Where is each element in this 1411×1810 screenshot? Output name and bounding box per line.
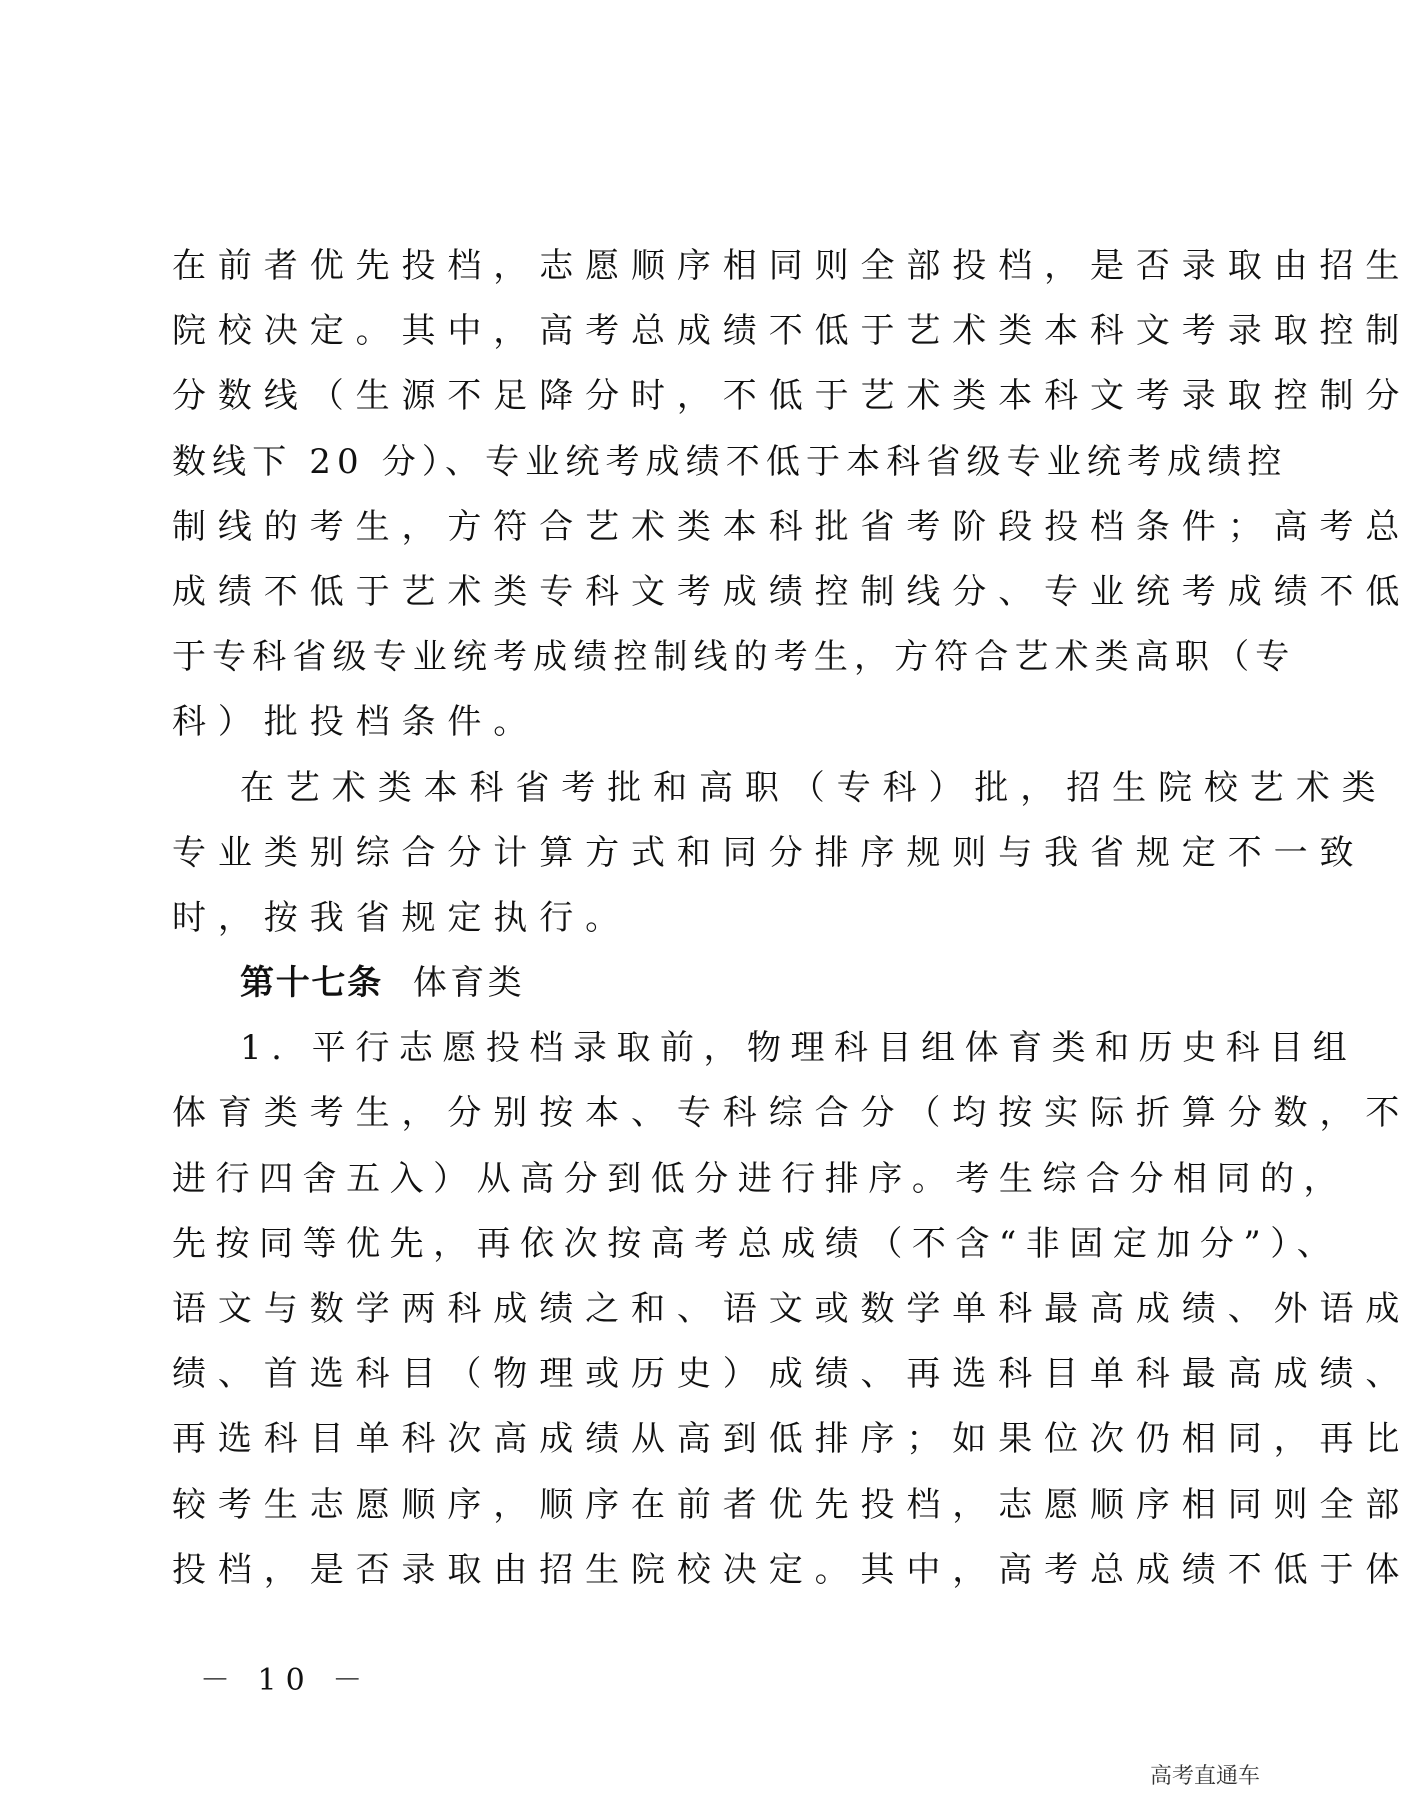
- text-line: 专业类别综合分计算方式和同分排序规则与我省规定不一致: [172, 832, 1366, 873]
- text-line: 先按同等优先，再依次按高考总成绩（不含“非固定加分”）、: [172, 1223, 1341, 1264]
- article-heading: [172, 951, 1092, 1016]
- text-line: 制线的考生，方符合艺术类本科批省考阶段投档条件；高考总: [172, 506, 1411, 547]
- text-line: 成绩不低于艺术类专科文考成绩控制线分、专业统考成绩不低: [172, 571, 1411, 612]
- text-line: 语文与数学两科成绩之和、语文或数学单科最高成绩、外语成: [172, 1289, 1411, 1329]
- text-line: 于专科省级专业统考成绩控制线的考生，方符合艺术类高职（专: [172, 637, 1296, 678]
- text-line: 再选科目单科次高成绩从高到低排序；如果位次仍相同，再比: [172, 1419, 1411, 1460]
- text-line: 院校决定。其中，高考总成绩不低于艺术类本科文考录取控制: [172, 311, 1411, 352]
- article-number: 第十七条: [240, 963, 383, 1004]
- text-line: 较考生志愿顺序，顺序在前者优先投档，志愿顺序相同则全部: [172, 1484, 1411, 1525]
- text-line: 体育类考生，分别按本、专科综合分（均按实际折算分数，不: [172, 1093, 1411, 1134]
- text-line: 进行四舍五入）从高分到低分进行排序。考生综合分相同的，: [172, 1158, 1348, 1199]
- article-title: 体育类: [412, 963, 526, 1004]
- text-line: 在前者优先投档，志愿顺序相同则全部投档，是否录取由招生: [172, 246, 1411, 286]
- text-line: 在艺术类本科省考批和高职（专科）批，招生院校艺术类: [240, 767, 1388, 808]
- page-number: － 10 －: [200, 1663, 372, 1698]
- text-line: 科）批投档条件。: [172, 702, 540, 743]
- text-line: 分数线（生源不足降分时，不低于艺术类本科文考录取控制分: [172, 376, 1411, 417]
- text-line: 数线下 20 分）、专业统考成绩不低于本科省级专业统考成绩控: [172, 441, 1288, 482]
- text-line: 绩、首选科目（物理或历史）成绩、再选科目单科最高成绩、: [172, 1354, 1411, 1395]
- watermark: 高考直通车: [1149, 1764, 1260, 1789]
- body-text: [172, 234, 1411, 1603]
- text-line: 时，按我省规定执行。: [172, 897, 631, 938]
- text-line: 投档，是否录取由招生院校决定。其中，高考总成绩不低于体: [172, 1549, 1411, 1590]
- text-line: 1. 平行志愿投档录取前，物理科目组体育类和历史科目组: [240, 1028, 1357, 1069]
